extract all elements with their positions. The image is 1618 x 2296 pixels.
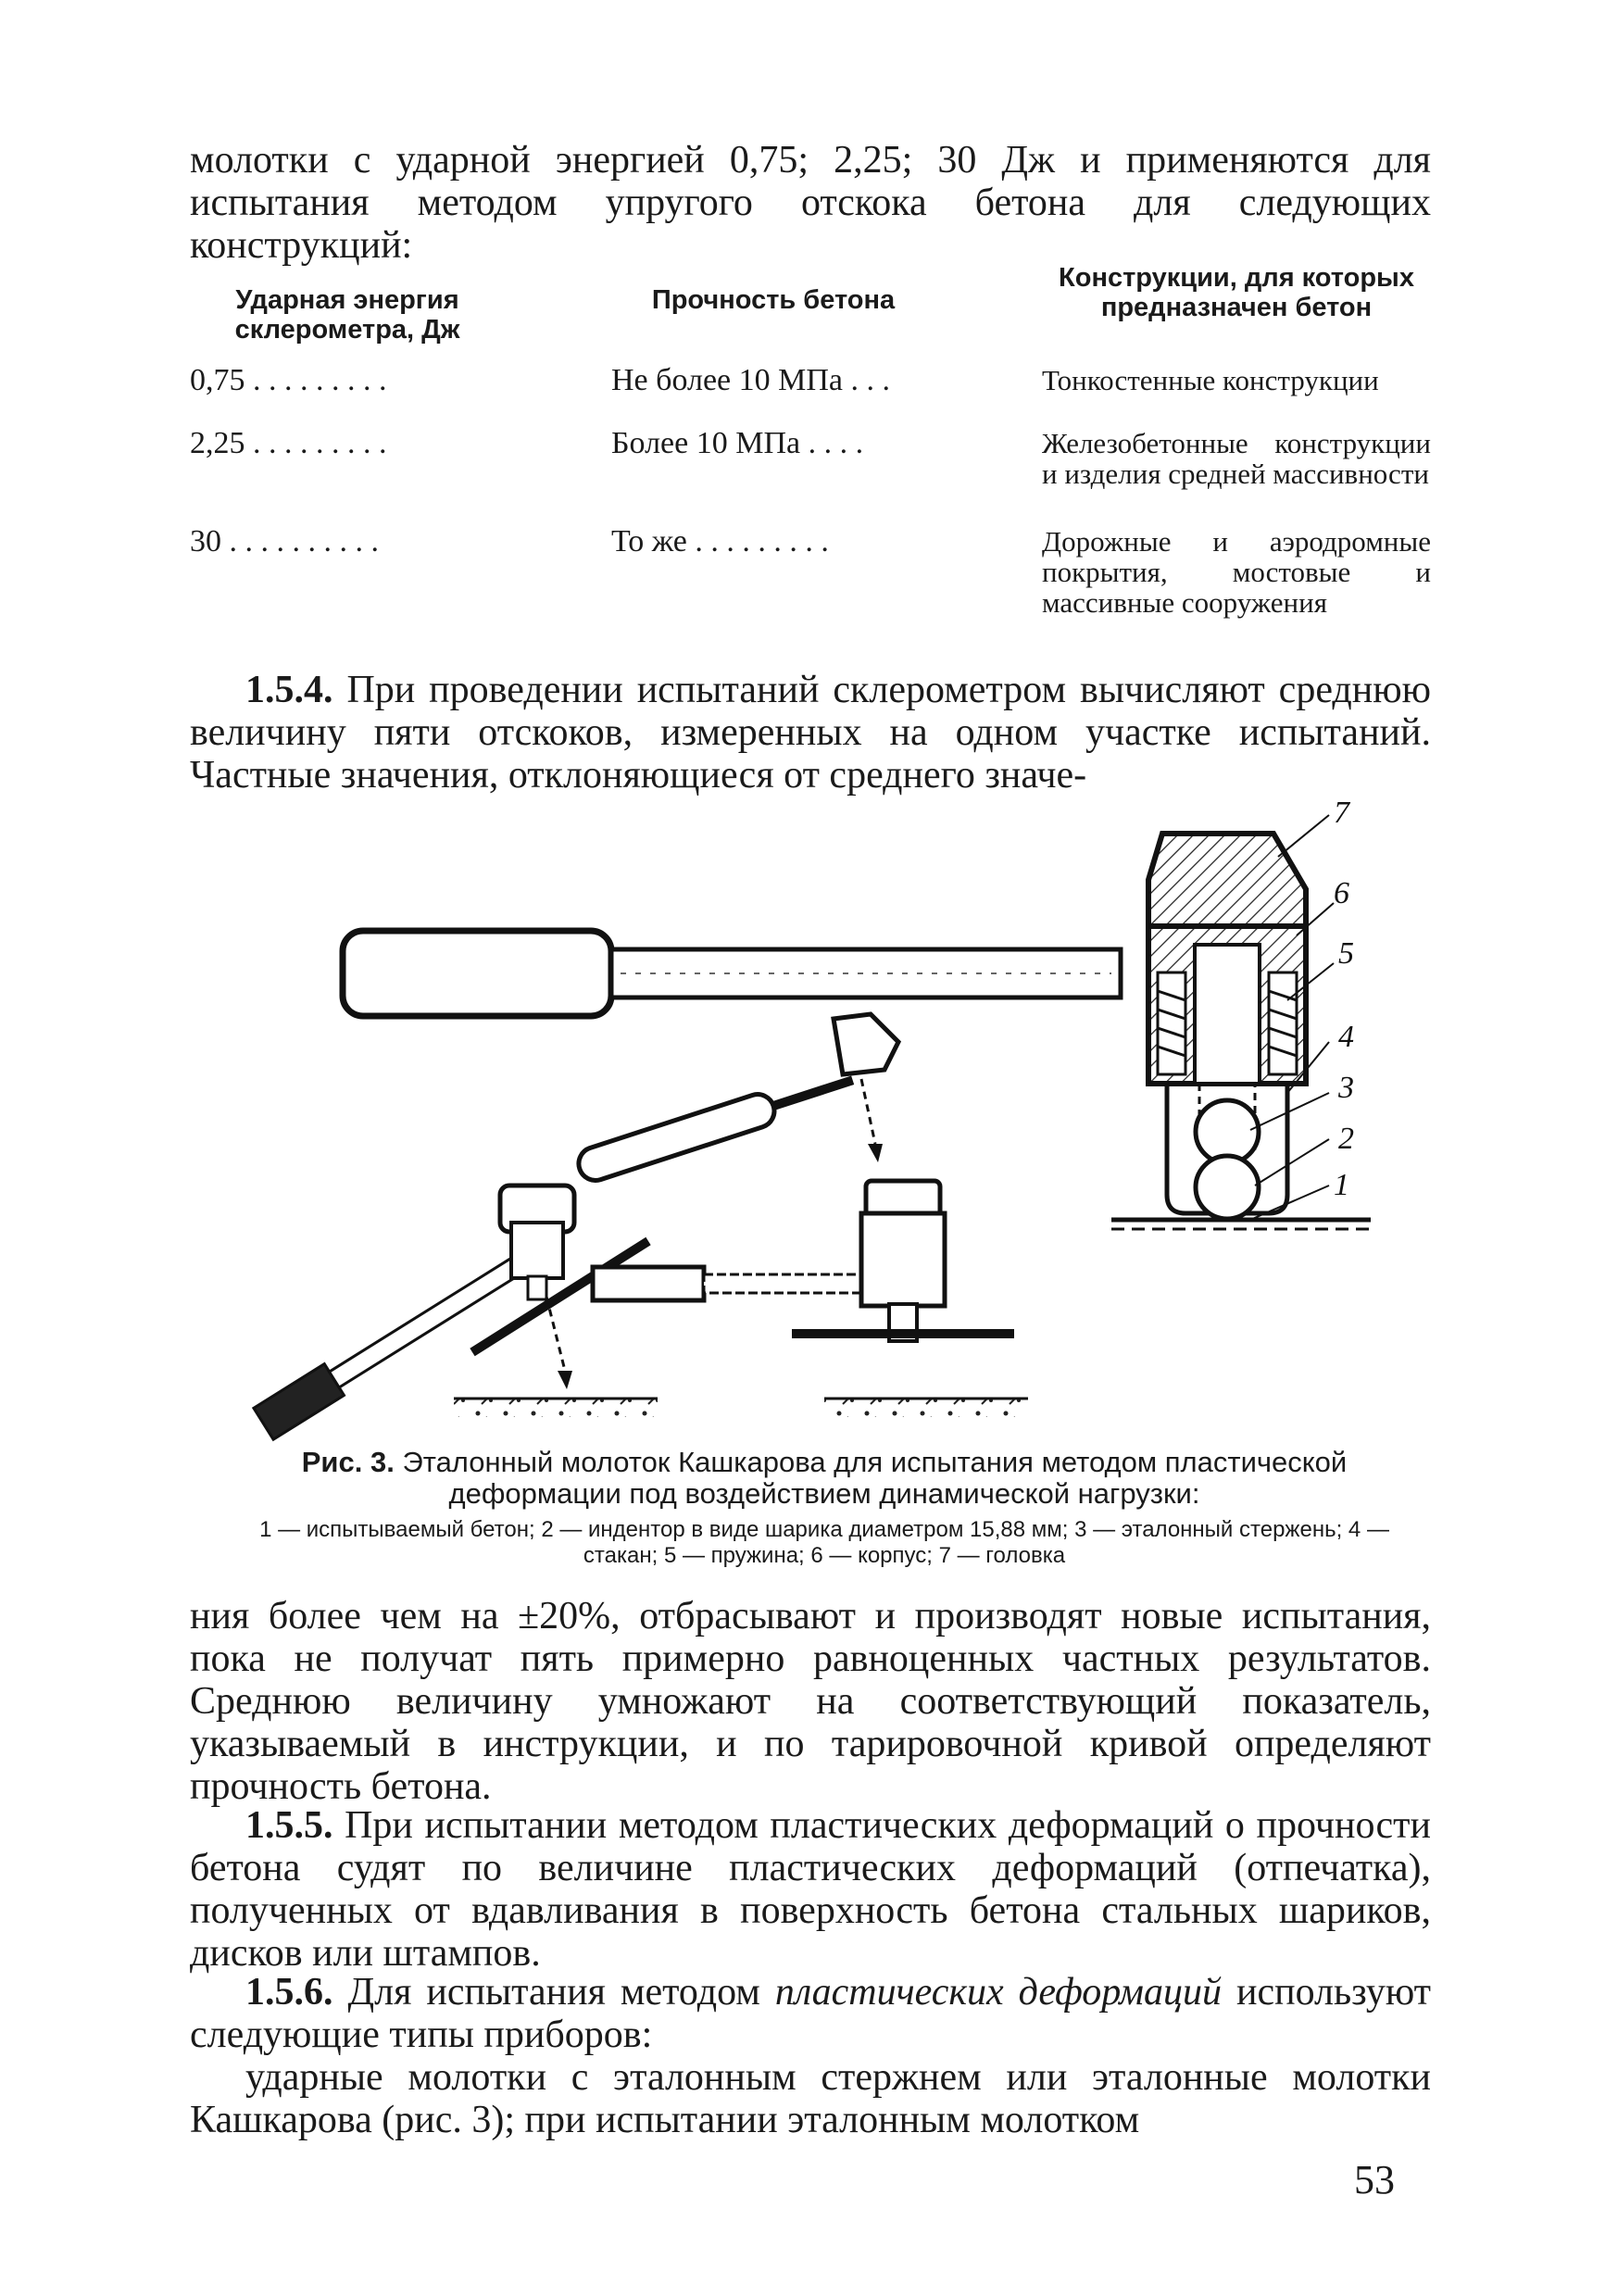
figure-label: 2 [1338,1122,1354,1156]
table-cell-constructions: Дорожные и аэродромные покрытия, мостовые и массивные сооружения [1042,525,1431,619]
table-cell-energy-value: 2,25 [190,426,245,460]
figure-caption [236,1447,1412,1510]
table-header-strength: Прочность бетона [651,285,896,315]
section-number: 1.5.6. [245,1971,333,2014]
small-hammer-right [574,1014,1028,1417]
table-cell-strength-value: То же [611,524,687,558]
table-cell-energy: 30 . . . . . . . . . . [190,524,379,558]
hammer-figure [222,796,1426,1445]
figure-label: 7 [1334,796,1349,830]
page-number: 53 [1354,2157,1395,2202]
large-hammer [343,796,1371,1229]
hammer-handle-rod [611,949,1121,997]
section-1-5-4 [190,669,1431,797]
table-cell-strength: Более 10 МПа . . . . [611,426,864,460]
table-cell-energy-value: 0,75 [190,363,245,397]
intro-paragraph: молотки с ударной энергией 0,75; 2,25; 30 Дж и применяются для испытания методом упругого отскока бетона для следующих конструкций: [190,139,1431,267]
table-cell-strength: То же . . . . . . . . . [611,524,829,558]
figure-legend: 1 — испытываемый бетон; 2 — индентор в виде шарика диаметром 15,88 мм; 3 — эталонный стержень; 4 — стакан; 5 — пружина; 6 — корпус; 7 — головка [259,1517,1389,1568]
hammer-handle-grip [343,931,611,1016]
section-text-italic: пластических деформаций [774,1971,1222,2014]
continuation-paragraph: ния более чем на ±20%, отбрасывают и производят новые испытания, пока не получат пять примерно равноценных частных результатов. Среднюю величину умножают на соответствующий показатель, указываемый в инструкции, и по тарировочной кривой определяют прочность бетона. [190,1595,1431,1808]
figure-label: 3 [1338,1071,1354,1105]
section-text-after: используют следующие типы приборов: [190,1971,1432,2056]
table-cell-energy: 2,25 . . . . . . . . . [190,426,387,460]
section-text: При проведении испытаний склерометром вычисляют среднюю величину пяти отскоков, измеренных на одном участке испытаний. Частные значения, отклоняющиеся от среднего значе- [190,669,1432,797]
hammer-head [1148,834,1306,926]
section-text-before: Для испытания методом [347,1971,760,2014]
figure-label: 6 [1334,876,1349,910]
section-number: 1.5.4. [245,669,333,711]
final-paragraph: ударные молотки с эталонным стержнем или эталонные молотки Кашкарова (рис. 3); при испытании эталонным молотком [190,2056,1431,2141]
figure-label: 5 [1338,936,1354,971]
table-cell-constructions: Тонкостенные конструкции [1042,364,1379,396]
section-text: При испытании методом пластических деформаций о прочности бетона судят по величине пластических деформаций (отпечатка), полученных от вдавливания в поверхность бетона стальных шариков, дисков или штампов. [190,1804,1432,1975]
table-cell-strength-value: Не более 10 МПа [611,363,844,397]
ball-indenter [1196,1156,1259,1219]
table-cell-energy-value: 30 [190,524,221,558]
caption-text: Эталонный молоток Кашкарова для испытания методом пластической деформации под воздействием динамической нагрузки: [402,1446,1348,1510]
caption-prefix: Рис. 3. [301,1446,395,1478]
figure-label: 4 [1338,1020,1354,1054]
section-1-5-5 [190,1804,1431,1975]
table-cell-strength-value: Более 10 МПа [611,426,801,460]
table-cell-energy: 0,75 . . . . . . . . . [190,363,387,397]
table-cell-constructions: Железобетонные конструкции и изделия средней массивности [1042,427,1431,490]
small-hammer-left [254,1186,658,1439]
table-cell-strength: Не более 10 МПа . . . [611,363,891,397]
section-number: 1.5.5. [245,1804,333,1847]
figure-label: 1 [1334,1168,1349,1202]
table-header-constructions: Конструкции, для которых предназначен бетон [1059,263,1414,322]
section-1-5-6 [190,1971,1431,2056]
table-header-energy: Ударная энергия склерометра, Дж [234,285,460,345]
